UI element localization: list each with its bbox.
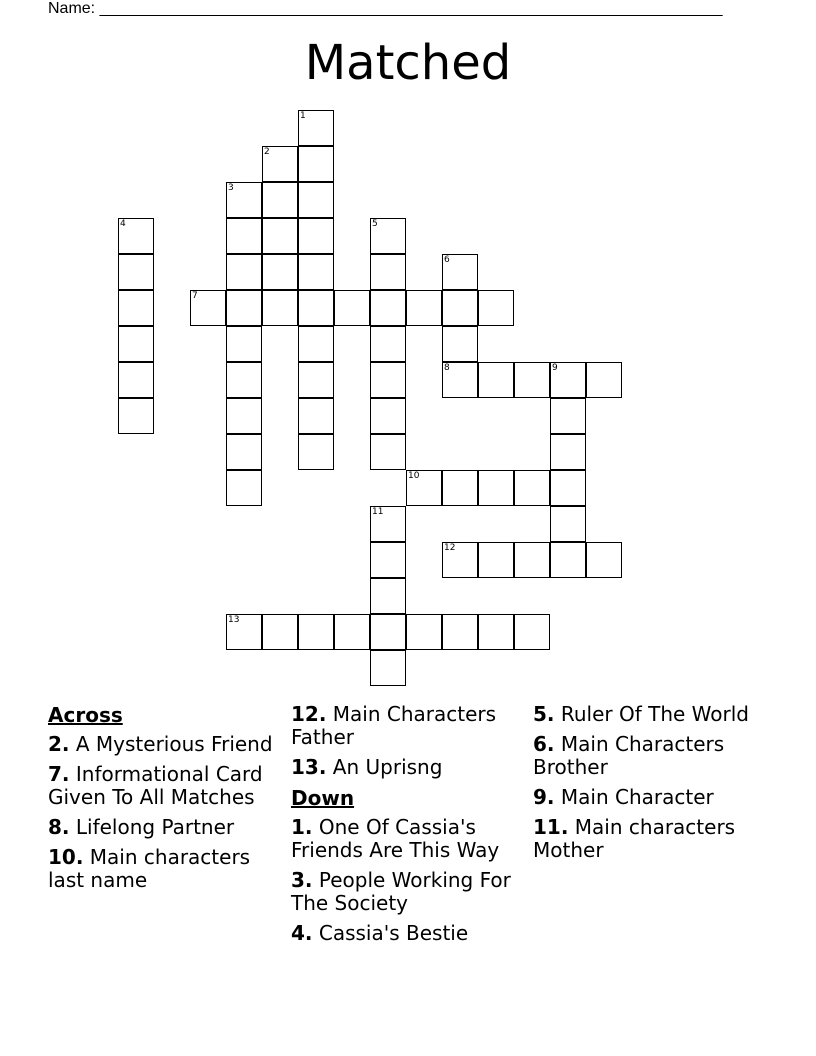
across-clue: 2. A Mysterious Friend <box>48 732 273 756</box>
clue-column-3 <box>533 703 769 869</box>
down-clue: 5. Ruler Of The World <box>533 702 749 726</box>
grid-cell[interactable] <box>442 290 478 326</box>
grid-cell[interactable] <box>298 218 334 254</box>
grid-cell[interactable] <box>370 542 406 578</box>
grid-cell[interactable] <box>226 326 262 362</box>
grid-cell[interactable] <box>226 470 262 506</box>
grid-cell[interactable] <box>190 290 226 326</box>
grid-cell[interactable] <box>298 398 334 434</box>
grid-cell[interactable] <box>298 362 334 398</box>
grid-cell[interactable] <box>226 614 262 650</box>
grid-cell[interactable] <box>550 506 586 542</box>
grid-cell[interactable] <box>442 362 478 398</box>
grid-cell[interactable] <box>118 326 154 362</box>
grid-cell[interactable] <box>370 290 406 326</box>
clue-number: 12 <box>444 543 456 553</box>
across-heading: Across <box>48 703 123 727</box>
down-clue: 6. Main Characters Brother <box>533 732 725 779</box>
grid-cell[interactable] <box>370 506 406 542</box>
grid-cell[interactable] <box>442 614 478 650</box>
grid-cell[interactable] <box>370 434 406 470</box>
down-clue: 4. Cassia's Bestie <box>291 921 469 945</box>
grid-cell[interactable] <box>550 542 586 578</box>
clue-number: 11 <box>372 507 384 517</box>
clue-number: 4 <box>120 219 126 229</box>
puzzle-title: Matched <box>304 35 512 91</box>
down-clue: 3. People Working For The Society <box>291 868 511 915</box>
down-heading: Down <box>291 786 355 810</box>
grid-cell[interactable] <box>334 614 370 650</box>
grid-cell[interactable] <box>118 398 154 434</box>
clue-number: 8 <box>444 363 450 373</box>
grid-cell[interactable] <box>226 362 262 398</box>
clue-column-2 <box>291 703 527 952</box>
grid-cell[interactable] <box>298 182 334 218</box>
grid-cell[interactable] <box>406 290 442 326</box>
grid-cell[interactable] <box>298 326 334 362</box>
grid-cell[interactable] <box>442 470 478 506</box>
grid-cell[interactable] <box>370 254 406 290</box>
clue-number: 5 <box>372 219 378 229</box>
grid-cell[interactable] <box>406 470 442 506</box>
grid-cell[interactable] <box>370 614 406 650</box>
grid-cell[interactable] <box>478 290 514 326</box>
grid-cell[interactable] <box>334 290 370 326</box>
clue-number: 7 <box>192 291 198 301</box>
clue-number: 1 <box>300 111 306 121</box>
grid-cell[interactable] <box>406 614 442 650</box>
grid-cell[interactable] <box>298 254 334 290</box>
grid-cell[interactable] <box>370 398 406 434</box>
grid-cell[interactable] <box>478 470 514 506</box>
grid-cell[interactable] <box>370 218 406 254</box>
grid-cell[interactable] <box>262 290 298 326</box>
down-clue: 9. Main Character <box>533 785 714 809</box>
clue-number: 10 <box>408 471 420 481</box>
across-clue: 10. Main characters last name <box>48 845 251 892</box>
grid-cell[interactable] <box>442 326 478 362</box>
across-clue: 12. Main Characters Father <box>291 702 497 749</box>
grid-cell[interactable] <box>298 614 334 650</box>
grid-cell[interactable] <box>514 362 550 398</box>
grid-cell[interactable] <box>514 542 550 578</box>
down-clue: 1. One Of Cassia's Friends Are This Way <box>291 815 500 862</box>
clue-number: 9 <box>552 363 558 373</box>
grid-cell[interactable] <box>298 110 334 146</box>
grid-cell[interactable] <box>226 254 262 290</box>
grid-cell[interactable] <box>514 470 550 506</box>
grid-cell[interactable] <box>226 182 262 218</box>
grid-cell[interactable] <box>442 542 478 578</box>
grid-cell[interactable] <box>478 362 514 398</box>
grid-cell[interactable] <box>226 218 262 254</box>
clue-column-1 <box>48 703 284 899</box>
grid-cell[interactable] <box>478 614 514 650</box>
across-clue: 7. Informational Card Given To All Matches <box>48 762 263 809</box>
across-clue: 13. An Uprisng <box>291 755 443 779</box>
grid-cell[interactable] <box>370 362 406 398</box>
grid-cell[interactable] <box>370 650 406 686</box>
grid-cell[interactable] <box>118 218 154 254</box>
grid-cell[interactable] <box>262 146 298 182</box>
clue-number: 3 <box>228 183 234 193</box>
grid-cell[interactable] <box>442 254 478 290</box>
grid-cell[interactable] <box>586 542 622 578</box>
grid-cell[interactable] <box>586 362 622 398</box>
grid-cell[interactable] <box>226 434 262 470</box>
grid-cell[interactable] <box>262 254 298 290</box>
grid-cell[interactable] <box>226 290 262 326</box>
grid-cell[interactable] <box>118 254 154 290</box>
down-clue: 11. Main characters Mother <box>533 815 736 862</box>
clue-number: 13 <box>228 615 240 625</box>
grid-cell[interactable] <box>226 398 262 434</box>
grid-cell[interactable] <box>478 542 514 578</box>
clue-number: 6 <box>444 255 450 265</box>
grid-cell[interactable] <box>514 614 550 650</box>
grid-cell[interactable] <box>370 578 406 614</box>
grid-cell[interactable] <box>550 470 586 506</box>
grid-cell[interactable] <box>118 362 154 398</box>
grid-cell[interactable] <box>370 326 406 362</box>
grid-cell[interactable] <box>262 182 298 218</box>
grid-cell[interactable] <box>298 434 334 470</box>
across-clue: 8. Lifelong Partner <box>48 815 235 839</box>
clue-number: 2 <box>264 147 270 157</box>
name-field-line: Name: ______________________________________________________________________ <box>48 0 723 17</box>
grid-cell[interactable] <box>262 614 298 650</box>
grid-cell[interactable] <box>262 218 298 254</box>
grid-cell[interactable] <box>550 434 586 470</box>
grid-cell[interactable] <box>298 290 334 326</box>
grid-cell[interactable] <box>118 290 154 326</box>
grid-cell[interactable] <box>298 146 334 182</box>
grid-cell[interactable] <box>550 362 586 398</box>
grid-cell[interactable] <box>550 398 586 434</box>
